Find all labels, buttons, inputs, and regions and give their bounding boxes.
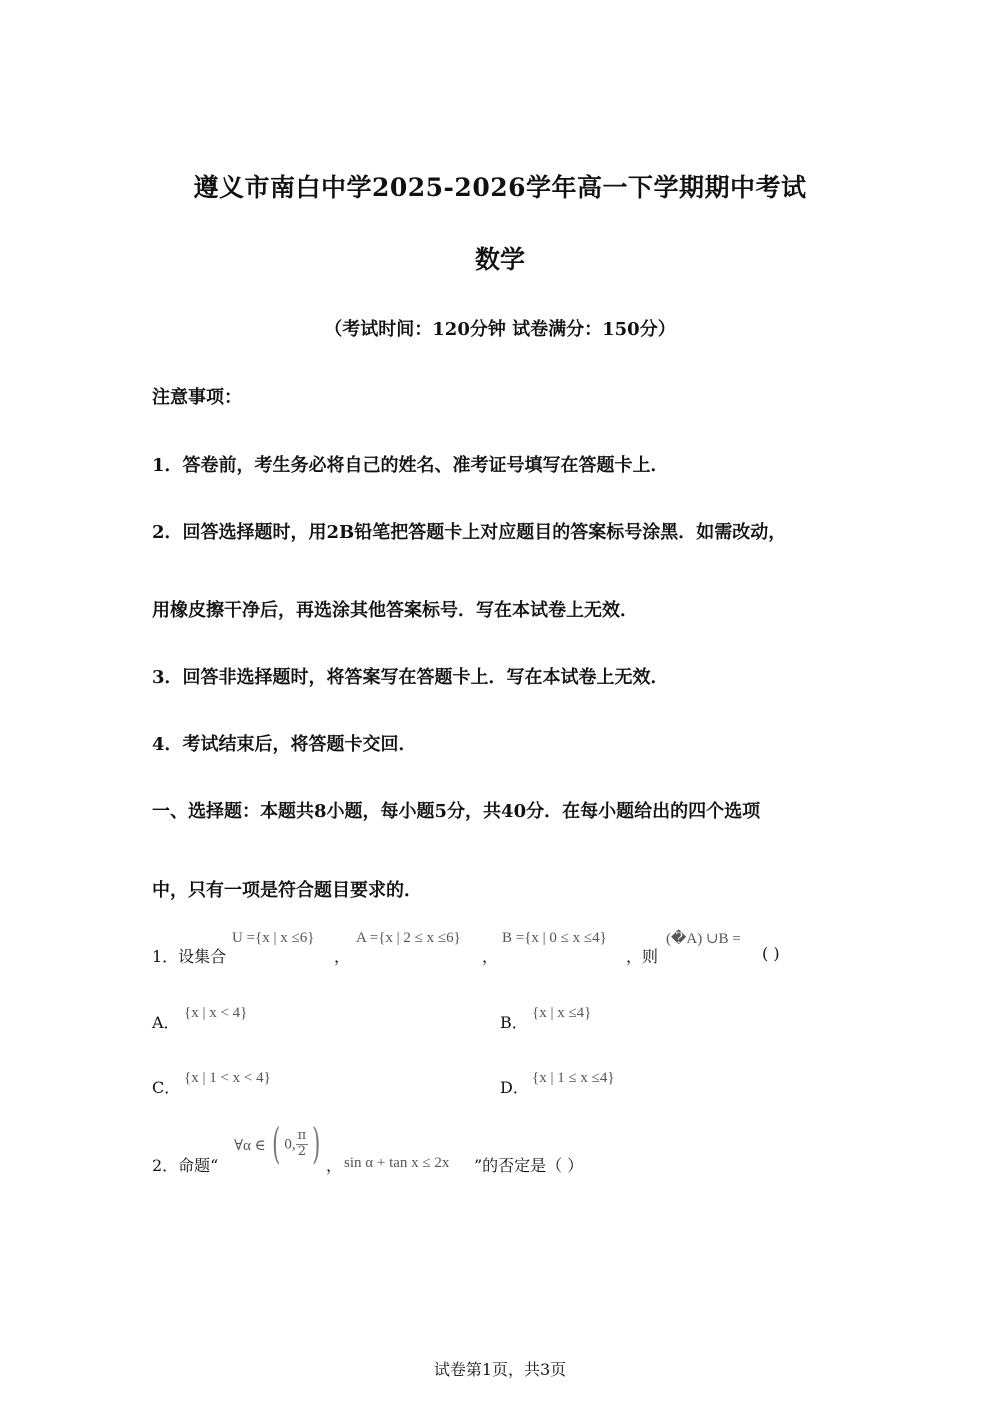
q2-fraction bbox=[296, 1129, 309, 1159]
q1-option-b-label: B． bbox=[500, 1013, 528, 1032]
section-1-line-2: 中，只有一项是符合题目要求的． bbox=[152, 880, 422, 901]
q2-interval-left: 0, bbox=[284, 1136, 296, 1153]
q2-fraction-denominator: 2 bbox=[297, 1143, 307, 1159]
exam-info: （考试时间：120分钟 试卷满分：150分） bbox=[324, 319, 676, 340]
notes-item-3: 3．回答非选择题时，将答案写在答题卡上．写在本试卷上无效． bbox=[152, 667, 669, 688]
right-paren-glyph: ) bbox=[312, 1119, 321, 1168]
q1-set-b: B ={x | 0 ≤ x ≤4} bbox=[502, 930, 607, 946]
q1-option-a: {x | x < 4} bbox=[184, 1005, 248, 1021]
subject-heading: 数学 bbox=[474, 245, 525, 274]
q1-set-a: A ={x | 2 ≤ x ≤6} bbox=[356, 930, 461, 946]
q2-forall: ∀α ∈ bbox=[234, 1138, 266, 1154]
q1-comma-1: ， bbox=[334, 947, 351, 966]
q1-option-c-label: C． bbox=[152, 1078, 181, 1097]
notes-item-4: 4．考试结束后，将答题卡交回． bbox=[152, 734, 417, 755]
notes-heading: 注意事项： bbox=[152, 387, 242, 408]
q1-option-d: {x | 1 ≤ x ≤4} bbox=[532, 1070, 615, 1086]
q1-expression: (�A) ∪B = bbox=[666, 931, 741, 947]
notes-item-2-line-1: 2．回答选择题时，用2B铅笔把答题卡上对应题目的答案标号涂黑．如需改动， bbox=[152, 522, 787, 543]
left-paren-glyph: ( bbox=[272, 1119, 281, 1168]
q2-comma: ， bbox=[326, 1156, 343, 1175]
q1-prefix: 1．设集合 bbox=[152, 947, 227, 966]
q1-option-c: {x | 1 < x < 4} bbox=[184, 1070, 271, 1086]
q1-option-a-label: A． bbox=[152, 1013, 180, 1032]
q1-comma-2: ， bbox=[482, 947, 499, 966]
q1-then: ，则 bbox=[626, 947, 659, 966]
page-footer: 试卷第1页，共3页 bbox=[433, 1360, 567, 1379]
q2-suffix: ”的否定是（ ） bbox=[474, 1156, 584, 1175]
q1-answer-blank: ( ) bbox=[762, 944, 780, 963]
q2-interval bbox=[268, 1119, 325, 1168]
q2-prefix: 2．命题“ bbox=[152, 1156, 219, 1175]
q1-set-u: U ={x | x ≤6} bbox=[232, 930, 315, 946]
q2-fraction-numerator: π bbox=[297, 1128, 307, 1144]
q2-inequality: sin α + tan x ≤ 2x bbox=[344, 1155, 450, 1171]
notes-item-1: 1．答卷前，考生务必将自己的姓名、准考证号填写在答题卡上． bbox=[152, 455, 669, 476]
q1-option-b: {x | x ≤4} bbox=[532, 1005, 592, 1021]
q1-option-d-label: D． bbox=[500, 1078, 529, 1097]
exam-title: 遵义市南白中学2025-2026学年高一下学期期中考试 bbox=[193, 173, 807, 202]
section-1-line-1: 一、选择题：本题共8小题，每小题5分，共40分．在每小题给出的四个选项 bbox=[152, 801, 761, 822]
notes-item-2-line-2: 用橡皮擦干净后，再选涂其他答案标号．写在本试卷上无效． bbox=[152, 600, 638, 621]
